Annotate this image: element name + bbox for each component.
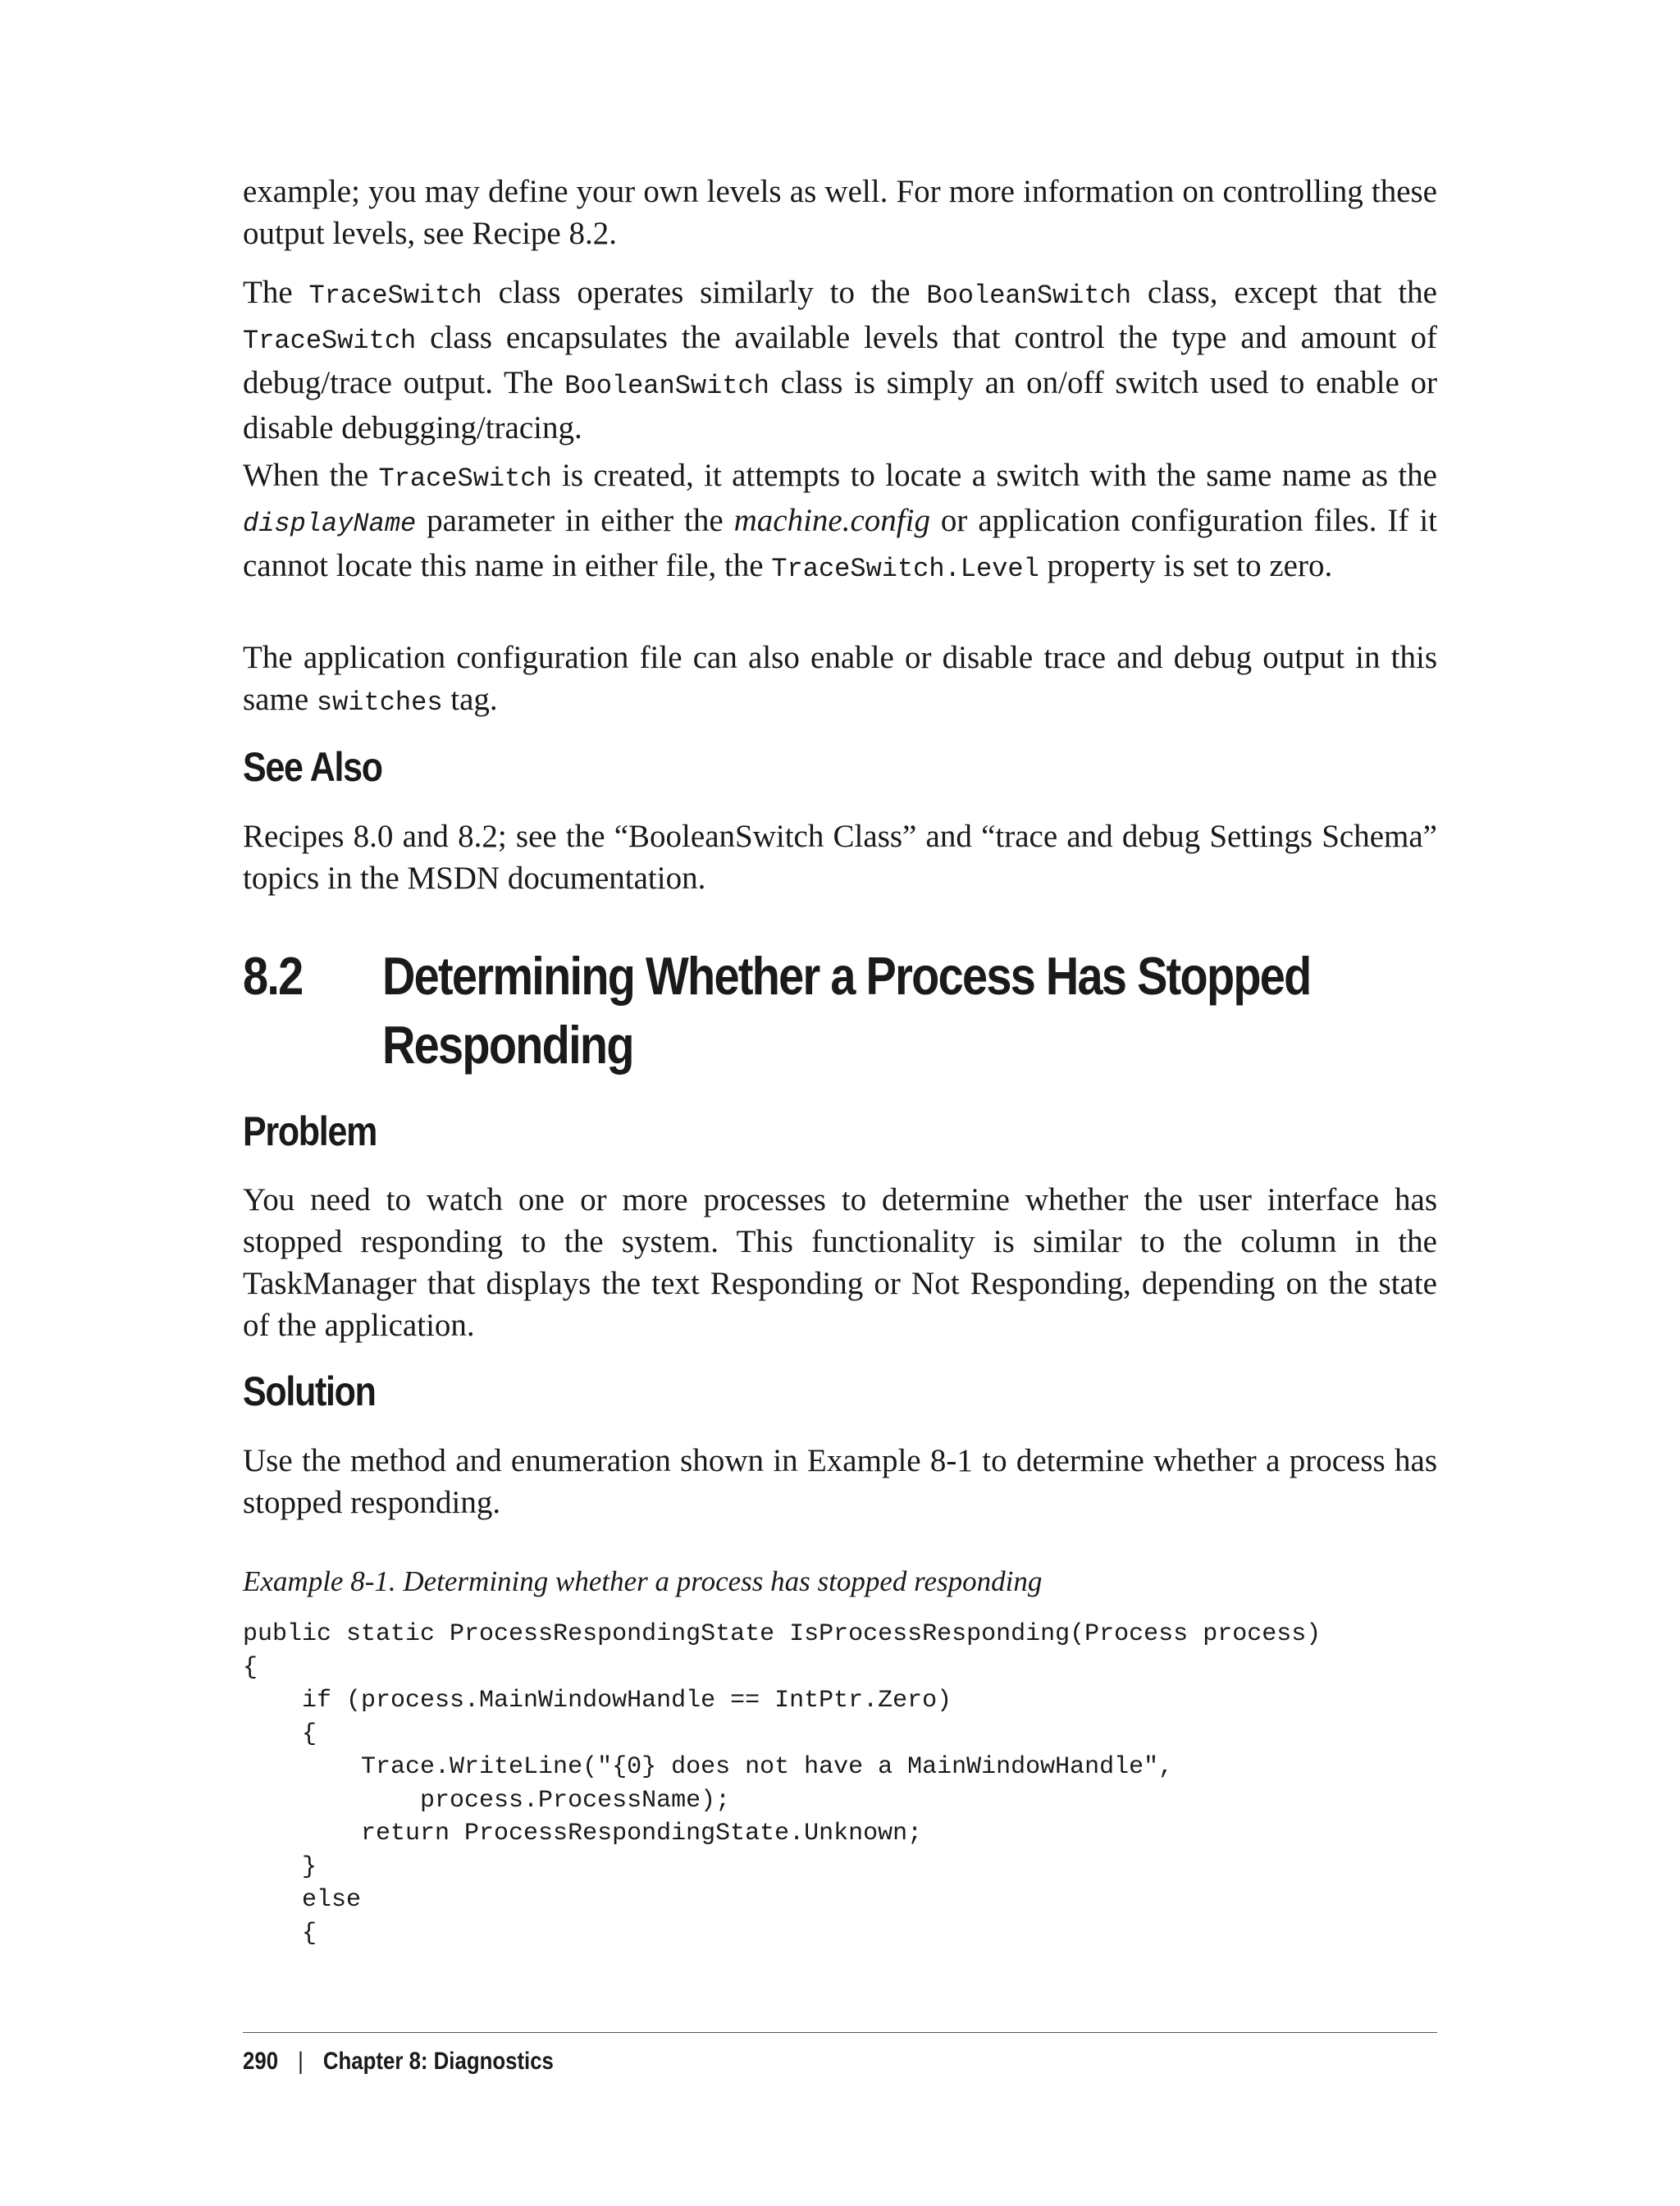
inline-code: BooleanSwitch	[564, 371, 769, 401]
chapter-label: Chapter 8: Diagnostics	[322, 2048, 554, 2075]
text-run: example; you may define your own levels as well. For more information on controlling these output levels, see Recipe 8.2.	[243, 174, 1437, 251]
text-run: or application configuration files. If it cannot locate this name in either file, the	[243, 503, 1437, 583]
text-run: The application configuration file can also enable or disable trace and debug output in this same	[243, 640, 1437, 717]
heading-problem: Problem	[243, 1108, 377, 1154]
inline-param: displayName	[243, 509, 417, 539]
inline-code: BooleanSwitch	[926, 281, 1132, 311]
inline-code: TraceSwitch	[243, 326, 417, 356]
text-run: is created, it attempts to locate a switch with the same name as the	[551, 458, 1437, 493]
paragraph-problem: You need to watch one or more processes to determine whether the user interface has stopped responding to the system. This functionality is similar to the column in the TaskManager that displays the text Responding or Not Responding, depending on the state of the application.	[243, 1182, 1437, 1343]
text-run: class is simply an on/off switch used to enable or disable debugging/tracing.	[243, 365, 1437, 445]
inline-code: TraceSwitch	[308, 281, 482, 311]
recipe-title-line2: Responding	[382, 1015, 633, 1075]
paragraph-see-also: Recipes 8.0 and 8.2; see the “BooleanSwitch Class” and “trace and debug Settings Schema” topics in the MSDN documentation.	[243, 819, 1437, 896]
text-run: class encapsulates the available levels that control the type and amount of debug/trace output. The	[243, 320, 1437, 400]
heading-solution: Solution	[243, 1368, 376, 1414]
inline-code: TraceSwitch	[378, 464, 552, 494]
inline-filename: machine.config	[733, 503, 930, 538]
text-run: class operates similarly to the	[482, 275, 927, 310]
inline-code: switches	[316, 687, 443, 718]
page-number: 290	[243, 2048, 279, 2075]
inline-code: TraceSwitch.Level	[771, 554, 1039, 584]
heading-see-also: See Also	[243, 744, 382, 790]
paragraph-switch-creation	[243, 454, 1437, 590]
paragraph-config-file	[243, 637, 1437, 724]
text-run: class, except that the	[1131, 275, 1437, 310]
text-run: tag.	[442, 682, 498, 717]
text-run: When the	[243, 458, 379, 493]
text-run: property is set to zero.	[1039, 548, 1333, 583]
page-footer	[243, 2048, 554, 2076]
text-run: parameter in either the	[416, 503, 734, 538]
text-run: The	[243, 275, 309, 310]
paragraph-levels	[243, 171, 1437, 254]
example-caption: Example 8-1. Determining whether a process has stopped responding	[243, 1565, 1043, 1597]
footer-separator: |	[298, 2048, 304, 2075]
footer-rule	[243, 2032, 1437, 2033]
recipe-number: 8.2	[243, 946, 303, 1006]
recipe-title	[382, 942, 1440, 1080]
recipe-title-line1: Determining Whether a Process Has Stopped	[382, 946, 1311, 1006]
paragraph-traceswitch	[243, 272, 1437, 449]
paragraph-solution: Use the method and enumeration shown in Example 8-1 to determine whether a process has stopped responding.	[243, 1443, 1437, 1520]
code-listing: public static ProcessRespondingState IsProcessResponding(Process process) { if (process.MainWindowHandle == IntPtr.Zero) { Trace.WriteLine("{0} does not have a MainWindowHandle", process.ProcessName); return ProcessRespondingState.Unknown; } else {	[243, 1620, 1322, 1948]
